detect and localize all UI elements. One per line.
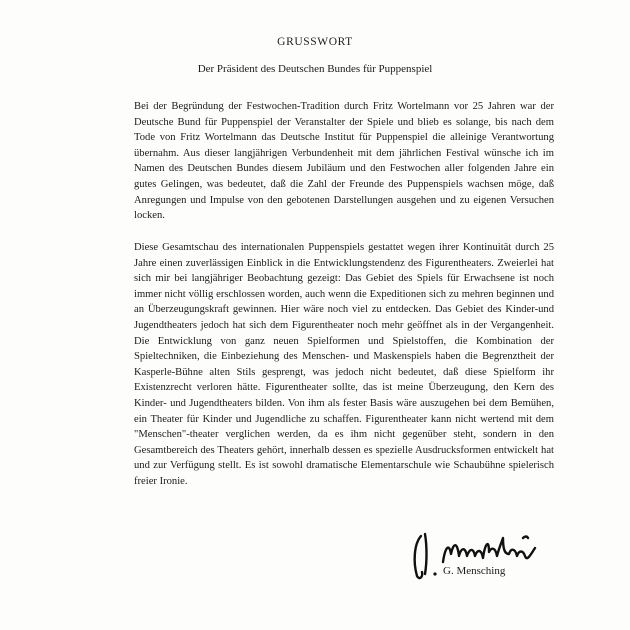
document-subheading: Der Präsident des Deutschen Bundes für Puppenspiel: [197, 63, 433, 75]
document-heading: GRUSSWORT: [277, 36, 353, 48]
signatory-name: G. Mensching: [443, 565, 506, 577]
paragraph-1: Bei der Begründung der Festwochen-Tradition durch Fritz Wortelmann vor 25 Jahren war der Deutsche Bund für Puppenspiel der Veranstalter der Spiele und blieb es solange, bis nach dem Tode von Fritz Wortelmann das Deutsche Institut für Puppenspiel die alleinige Verantwortung übernahm. Aus dieser langjährigen Verbundenheit mit dem jährlichen Festival wünsche ich im Namen des Deutschen Bundes diesem Jubiläum und den Festwochen aller folgenden Jahre ein gutes Gelingen, was bedeutet, daß die Zahl der Freunde des Puppenspiels wachsen möge, daß Anregungen und Impulse von den gebotenen Darstellungen ausgehen und zu eigenen Versuchen locken.: [134, 101, 554, 222]
paragraph-2: Diese Gesamtschau des internationalen Puppenspiels gestattet wegen ihrer Kontinuität durch 25 Jahre einen zuverlässigen Einblick in die Entwicklungstendenz des Figurentheaters. Zweierlei hat sich mir bei langjähriger Beobachtung gezeigt: Das Gebiet des Spiels für Erwachsene ist noch immer nicht völlig erschlossen worden, auch wenn die Expeditionen sich zu mehren beginnen und an Überzeugungskraft gewinnen. Hier wäre noch viel zu entdecken. Das Gebiet des Kinder-und Jugendtheaters jedoch hat sich dem Figurentheater noch mehr geöffnet als in der Vergangenheit. Die Entwicklung von ganz neuen Spielformen und Spielstoffen, die Kombination der Spieltechniken, die Einbeziehung des Menschen- und Maskenspiels haben die Begrenztheit der Kasperle-Bühne alten Stils gesprengt, was jedoch nicht bedeutet, daß diese Spielform ihr Existenzrecht verloren hätte. Figurentheater sollte, das ist meine Überzeugung, den Kern des Kinder- und Jugendtheaters bilden. Von ihm als fester Basis wäre auszugehen bei dem Bemühen, ein Theater für Kinder und Jugendliche zu schaffen. Figurentheater kann nicht wertend mit dem "Menschen"-theater verglichen werden, da es ihm nicht gegenüber steht, sondern in den Gesamtbereich des Theaters gehört, innerhalb dessen es spezielle Ausdrucksformen entwickelt hat und zur Verfügung stellt. Es ist sowohl dramatische Elementarschule wie Schaubühne spielerisch freier Ironie.: [134, 242, 554, 487]
